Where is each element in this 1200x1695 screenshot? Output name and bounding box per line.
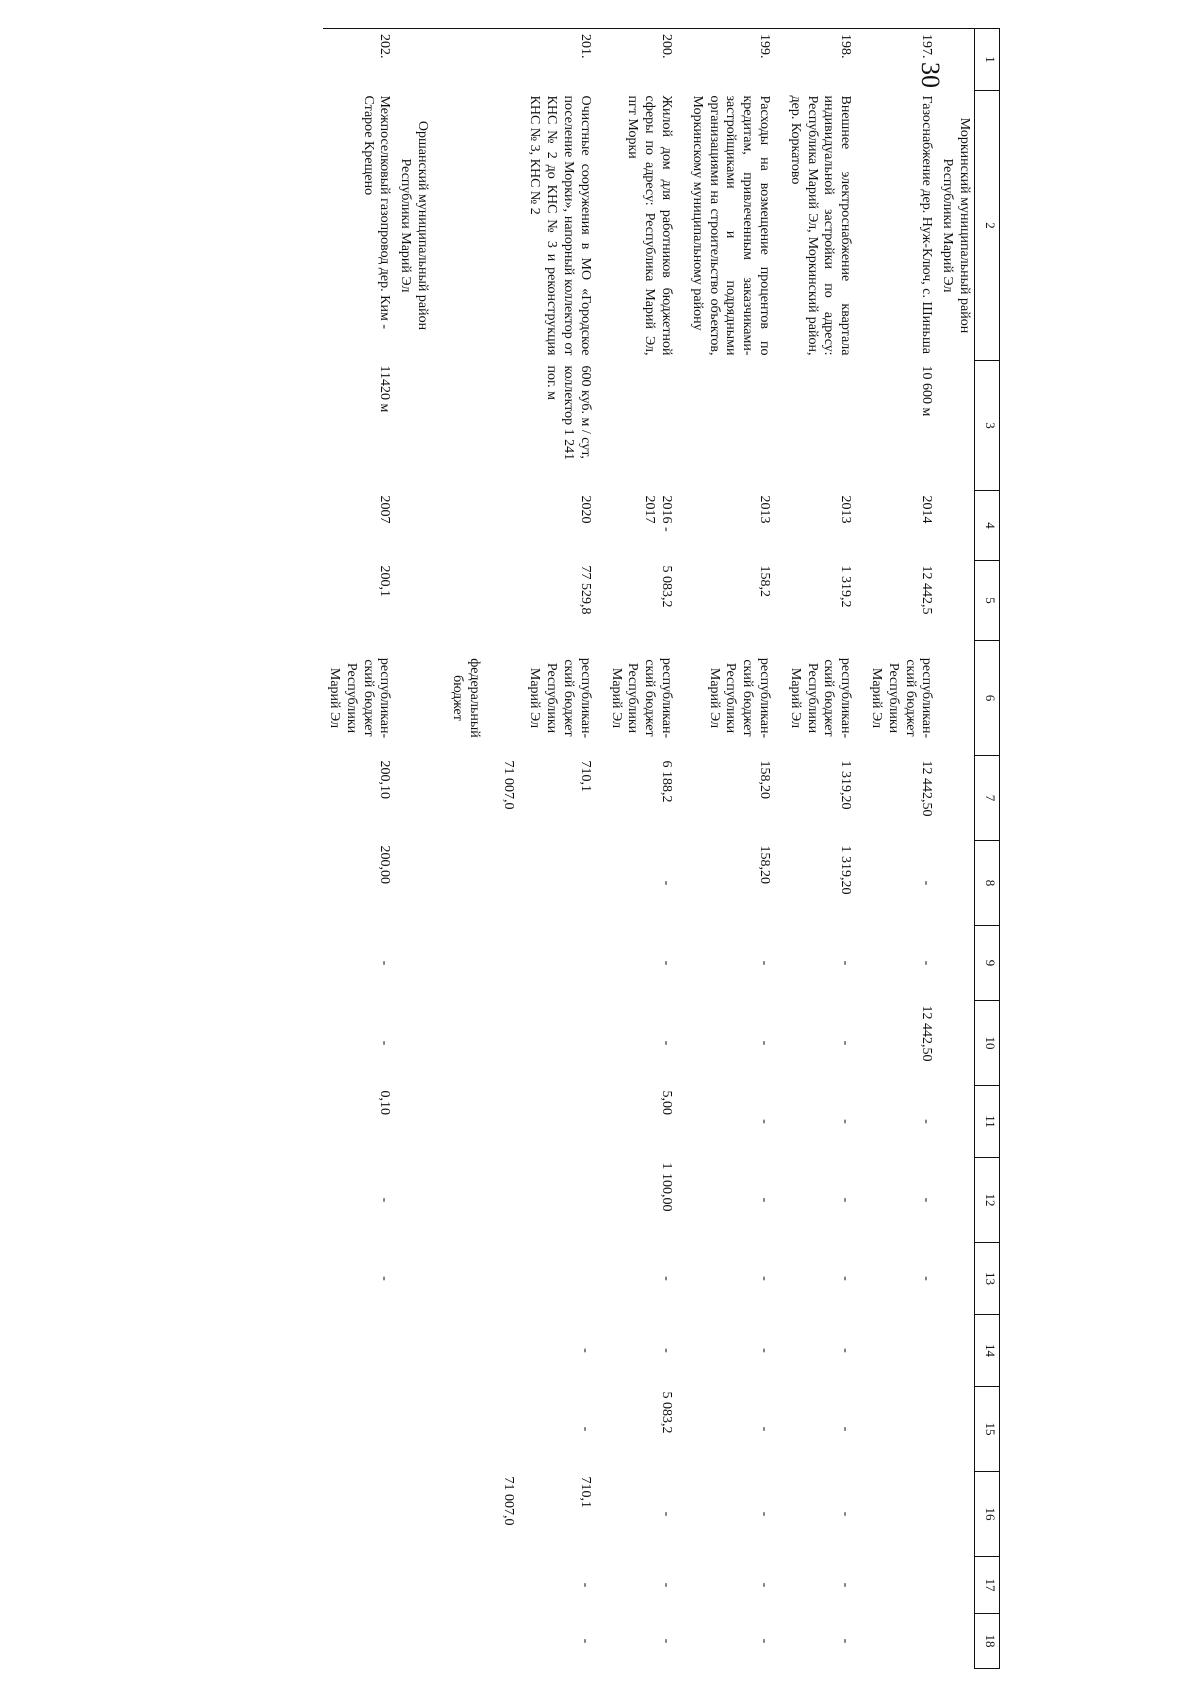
cell-c16-federal: 71 007,0 xyxy=(501,1476,517,1526)
total-cost: 200,1 xyxy=(377,565,393,597)
budget-source-regional: республикан-ский бюджет Республики Марий Эл xyxy=(527,657,593,739)
capacity xyxy=(686,361,774,491)
cell-c13: - xyxy=(919,1276,935,1281)
table-row xyxy=(323,29,394,1669)
cell-c8: 1 319,20 xyxy=(838,845,854,895)
row-number: 197. xyxy=(865,29,936,91)
cell-c12: - xyxy=(377,1197,393,1203)
column-header: 11 xyxy=(975,1086,1000,1158)
cell-c8 xyxy=(446,841,595,926)
region-title: Оршанский муниципальный район Республики Марий Эл xyxy=(398,120,431,331)
column-header: 7 xyxy=(975,756,1000,841)
rotated-page xyxy=(200,28,1000,1668)
cell-c18: - xyxy=(659,1638,675,1644)
cell-c16 xyxy=(865,1472,936,1557)
investment-table xyxy=(323,28,1000,1669)
budget-source: республикан-ский бюджет Республики Марий Эл xyxy=(706,657,773,739)
cell-c8: - xyxy=(919,880,935,886)
cell-c8: 200,00 xyxy=(377,845,393,884)
cell-c9: - xyxy=(377,960,393,966)
table-row xyxy=(865,29,936,1669)
cell-c10: - xyxy=(838,1040,854,1046)
cell-c7-federal: 71 007,0 xyxy=(501,760,517,810)
page-number: 30 xyxy=(916,62,945,88)
cell-c9 xyxy=(446,926,595,1001)
object-name: Внешнее электроснабжение квартала индивидуальной застройки по адресу: Республика Марий Эл, Моркинский район, дер. Коркатово xyxy=(787,95,854,356)
cell-c8: 158,20 xyxy=(757,845,773,884)
cell-c12: - xyxy=(919,1197,935,1203)
cell-c14: - xyxy=(659,1348,675,1353)
years: 2016 - 2017 xyxy=(642,495,675,532)
cell-c12: 1 100,00 xyxy=(659,1162,675,1212)
cell-c7-regional: 710,1 xyxy=(577,760,593,792)
cell-c14: - xyxy=(838,1348,854,1353)
cell-c12 xyxy=(446,1158,595,1243)
cell-c15 xyxy=(323,1387,394,1472)
cell-c18 xyxy=(865,1614,936,1669)
cell-c12: - xyxy=(838,1197,854,1203)
cell-c18: - xyxy=(838,1638,854,1644)
cell-c13: - xyxy=(377,1276,393,1281)
object-name: Межпоселковый газопровод дер. Ким - Старое Крещено xyxy=(360,95,393,329)
table-row xyxy=(605,29,676,1669)
table-row xyxy=(446,29,595,1669)
column-header: 18 xyxy=(975,1614,1000,1669)
cell-c10 xyxy=(446,1001,595,1086)
cell-c13 xyxy=(446,1243,595,1315)
cell-c9: - xyxy=(659,960,675,966)
capacity xyxy=(784,361,855,491)
total-cost: 158,2 xyxy=(757,565,773,597)
column-header: 3 xyxy=(975,361,1000,491)
object-name: Жилой дом для работников бюджетной сферы по адресу: Республика Марий Эл, пгт Морки xyxy=(625,95,675,356)
budget-source: республикан-ский бюджет Республики Марий Эл xyxy=(787,657,854,739)
cell-c11: 5,00 xyxy=(659,1090,675,1115)
cell-c14: - xyxy=(577,1348,593,1353)
cell-c7: 200,10 xyxy=(377,760,393,799)
cell-c16: - xyxy=(659,1511,675,1517)
capacity: 600 куб. м / сут, коллектор 1 241 пог. м xyxy=(544,365,593,461)
column-header: 15 xyxy=(975,1387,1000,1472)
column-header: 14 xyxy=(975,1315,1000,1387)
cell-c17: - xyxy=(577,1582,593,1588)
cell-c7 xyxy=(446,756,595,841)
column-header: 8 xyxy=(975,841,1000,926)
column-header: 12 xyxy=(975,1158,1000,1243)
column-header: 5 xyxy=(975,561,1000,641)
row-number: 198. xyxy=(784,29,855,91)
total-cost: 12 442,5 xyxy=(919,565,935,615)
total-cost: 1 319,2 xyxy=(838,565,854,608)
region-row-orshanka xyxy=(394,29,446,1669)
years: 2007 xyxy=(377,495,393,524)
region-row-morki xyxy=(936,29,974,1669)
cell-c17 xyxy=(865,1557,936,1614)
cell-c17 xyxy=(323,1557,394,1614)
cell-c8: - xyxy=(659,880,675,886)
cell-c15: 5 083,2 xyxy=(659,1391,675,1434)
total-cost: 5 083,2 xyxy=(659,565,675,608)
cell-c14: - xyxy=(757,1348,773,1353)
cell-c17: - xyxy=(838,1582,854,1588)
capacity: 11420 м xyxy=(377,365,393,413)
column-header: 17 xyxy=(975,1557,1000,1614)
cell-c18: - xyxy=(577,1638,593,1644)
cell-c15: - xyxy=(838,1426,854,1432)
cell-c7: 1 319,20 xyxy=(838,760,854,810)
budget-source: республикан-ский бюджет Республики Марий Эл xyxy=(327,657,393,739)
years: 2020 xyxy=(577,495,593,524)
cell-c17: - xyxy=(659,1582,675,1588)
cell-c15: - xyxy=(577,1426,593,1432)
column-header: 2 xyxy=(975,91,1000,361)
row-number: 201. xyxy=(446,29,595,91)
budget-source: республикан-ский бюджет Республики Марий Эл xyxy=(869,657,935,739)
cell-c11: - xyxy=(838,1119,854,1124)
cell-c14 xyxy=(865,1315,936,1387)
cell-c18: - xyxy=(757,1638,773,1644)
cell-c18 xyxy=(323,1614,394,1669)
cell-c7: 12 442,50 xyxy=(919,760,935,817)
cell-c16 xyxy=(323,1472,394,1557)
column-header: 13 xyxy=(975,1243,1000,1315)
cell-c17: - xyxy=(757,1582,773,1588)
row-number: 199. xyxy=(686,29,774,91)
cell-c12: - xyxy=(757,1197,773,1203)
cell-c7: 158,20 xyxy=(757,760,773,799)
cell-c13: - xyxy=(838,1276,854,1281)
capacity: 10 600 м xyxy=(919,365,935,417)
cell-c16-regional: 710,1 xyxy=(577,1476,593,1508)
cell-c10: 12 442,50 xyxy=(919,1005,935,1062)
years: 2013 xyxy=(838,495,854,524)
cell-c13: - xyxy=(757,1276,773,1281)
column-header: 4 xyxy=(975,491,1000,561)
object-name: Очистные сооружения в МО «Городское поселение Морки», напорный коллектор от КНС № 2 до КНС № 3 и реконструкция КНС № 3, КНС № 2 xyxy=(527,95,593,356)
object-name: Расходы на возмещение процентов по кредитам, привлеченным заказчиками-застройщиками и подрядными организациями на строительство объектов, Моркинскому муниципальному району xyxy=(689,95,773,356)
column-header: 10 xyxy=(975,1001,1000,1086)
table-row xyxy=(784,29,855,1669)
cell-c11: - xyxy=(919,1119,935,1124)
cell-c15: - xyxy=(757,1426,773,1432)
column-header: 6 xyxy=(975,641,1000,756)
region-title: Моркинский муниципальный район Республики Марий Эл xyxy=(940,117,972,334)
budget-source-federal: федеральный бюджет xyxy=(449,658,482,738)
column-header: 16 xyxy=(975,1472,1000,1557)
row-number: 200. xyxy=(605,29,676,91)
cell-c11: 0,10 xyxy=(377,1090,393,1115)
object-name: Газоснабжение дер. Нуж-Ключ, с. Шиньша xyxy=(919,95,935,354)
cell-c16: - xyxy=(838,1511,854,1517)
cell-c13: - xyxy=(659,1276,675,1281)
cell-c9: - xyxy=(757,960,773,966)
table-row xyxy=(686,29,774,1669)
cell-c10: - xyxy=(757,1040,773,1046)
column-number-row xyxy=(975,29,1000,1669)
years: 2014 xyxy=(919,495,935,524)
column-header: 1 xyxy=(975,29,1000,91)
cell-c7: 6 188,2 xyxy=(659,760,675,803)
cell-c14 xyxy=(323,1315,394,1387)
cell-c11 xyxy=(446,1086,595,1158)
cell-c9: - xyxy=(919,960,935,966)
cell-c10: - xyxy=(659,1040,675,1046)
cell-c9: - xyxy=(838,960,854,966)
budget-source: республикан-ский бюджет Республики Марий Эл xyxy=(608,657,675,739)
total-cost: 77 529,8 xyxy=(577,565,593,615)
budget-source xyxy=(446,641,595,756)
capacity xyxy=(605,361,676,491)
cell-c10: - xyxy=(377,1040,393,1046)
row-number: 202. xyxy=(323,29,394,91)
cell-c16 xyxy=(446,1472,595,1557)
cell-c16: - xyxy=(757,1511,773,1517)
column-header: 9 xyxy=(975,926,1000,1001)
cell-c15 xyxy=(865,1387,936,1472)
cell-c11: - xyxy=(757,1119,773,1124)
years: 2013 xyxy=(757,495,773,524)
